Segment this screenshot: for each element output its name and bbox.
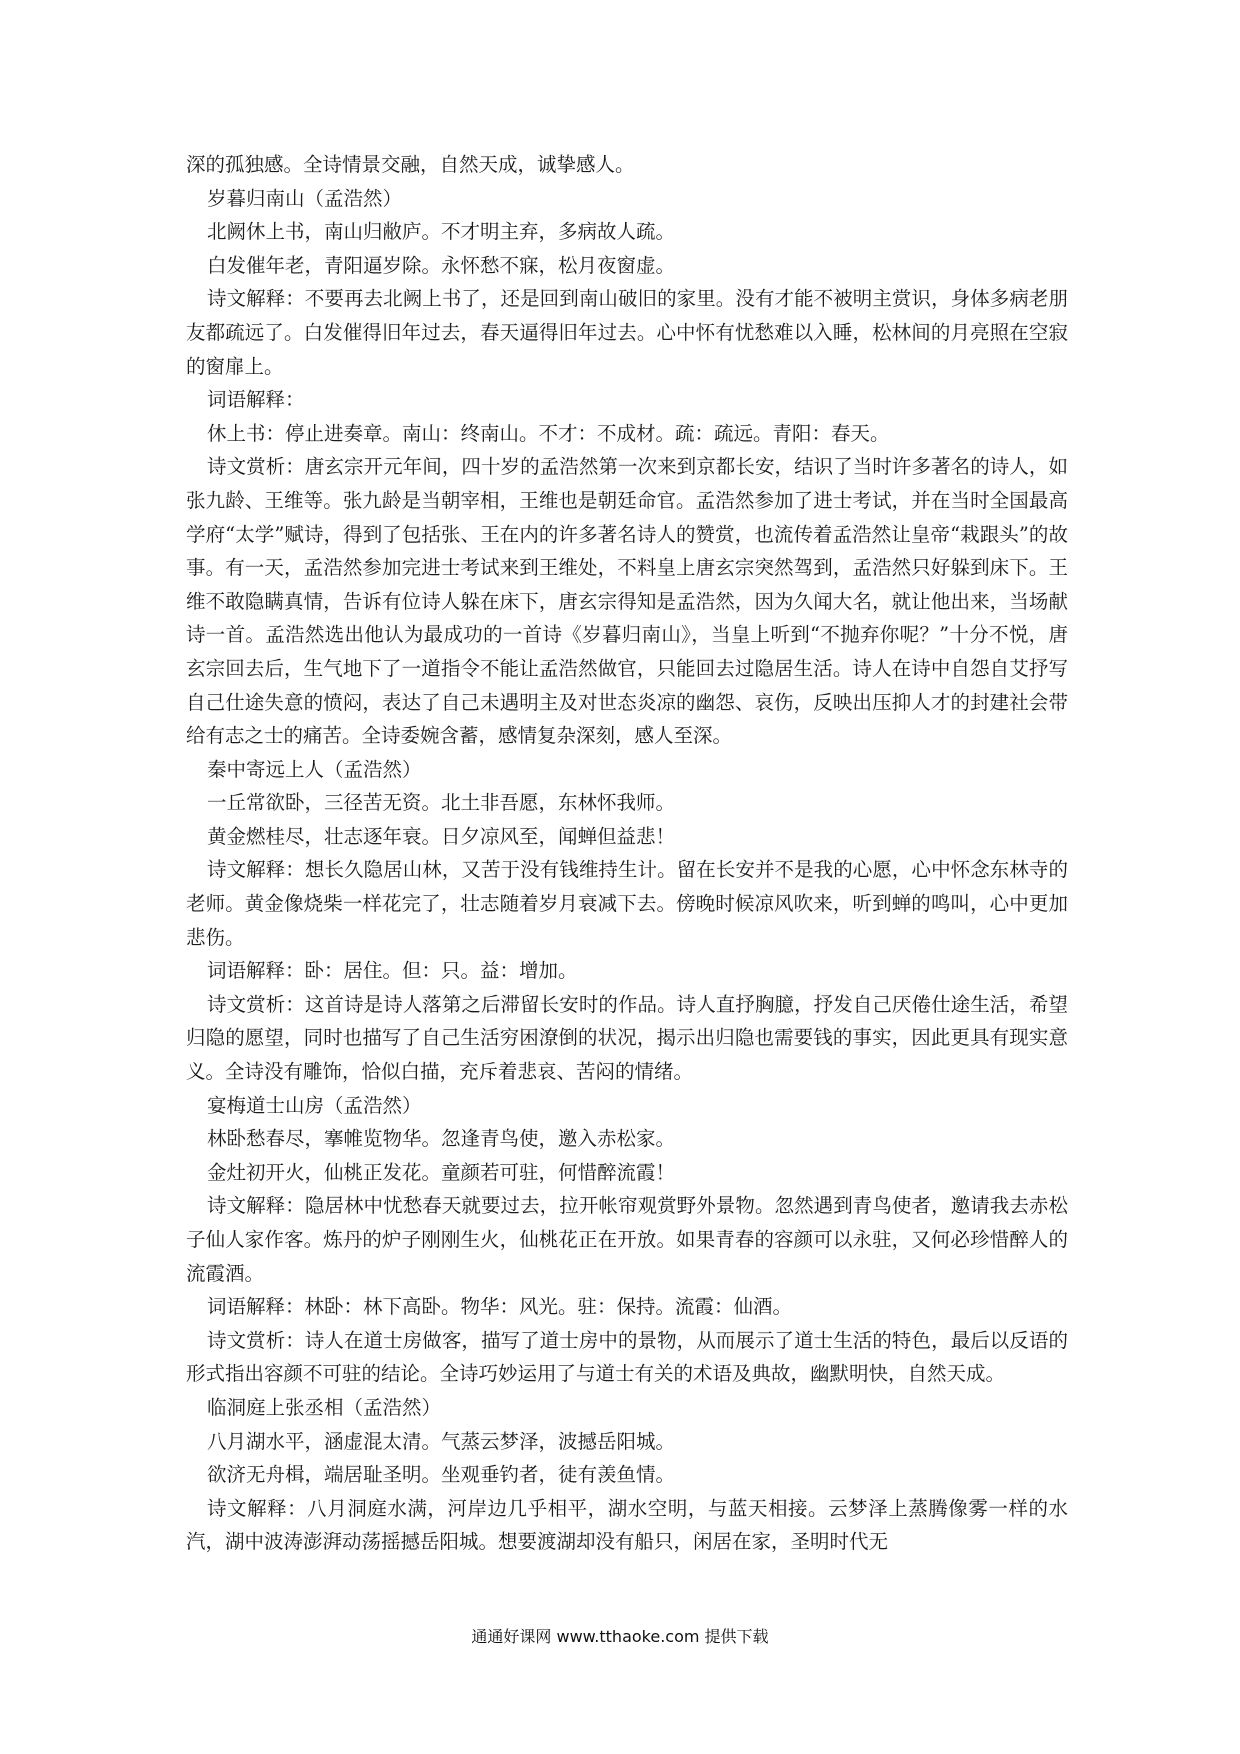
poem-line: 北阙休上书，南山归敝庐。不才明主弃，多病故人疏。 — [207, 220, 676, 244]
poem-title: 宴梅道士山房（孟浩然） — [207, 1093, 422, 1117]
vocabulary-notes: 词语解释：卧：居住。但：只。益：增加。 — [207, 959, 578, 983]
vocabulary-heading: 词语解释： — [207, 388, 305, 412]
document-body — [186, 148, 1068, 1559]
poem-line: 一丘常欲卧，三径苦无资。北土非吾愿，东林怀我师。 — [207, 791, 676, 815]
poem-explanation: 诗文解释：隐居林中忧愁春天就要过去，拉开帐帘观赏野外景物。忽然遇到青鸟使者，邀请我去赤松子仙人家作客。炼丹的炉子刚刚生火，仙桃花正在开放。如果青春的容颜可以永驻，又何必珍惜醉人的流霞酒。 — [186, 1194, 1068, 1285]
poem-appreciation: 诗文赏析：这首诗是诗人落第之后滞留长安时的作品。诗人直抒胸臆，抒发自己厌倦仕途生活，希望归隐的愿望，同时也描写了自己生活穷困潦倒的状况，揭示出归隐也需要钱的事实，因此更具有现实意义。全诗没有雕饰，恰似白描，充斥着悲哀、苦闷的情绪。 — [186, 992, 1068, 1084]
poem-line: 八月湖水平，涵虚混太清。气蒸云梦泽，波撼岳阳城。 — [207, 1429, 676, 1453]
poem-line: 欲济无舟楫，端居耻圣明。坐观垂钓者，徒有羡鱼情。 — [207, 1463, 676, 1487]
poem-line: 金灶初开火，仙桃正发花。童颜若可驻，何惜醉流霞！ — [207, 1160, 676, 1184]
poem-line: 林卧愁春尽，搴帷览物华。忽逢青鸟使，邀入赤松家。 — [207, 1127, 676, 1151]
poem-line: 黄金燃桂尽，壮志逐年衰。日夕凉风至，闻蝉但益悲！ — [207, 824, 676, 848]
poem-explanation: 诗文解释：八月洞庭水满，河岸边几乎相平，湖水空明，与蓝天相接。云梦泽上蒸腾像雾一样的水汽，湖中波涛澎湃动荡摇撼岳阳城。想要渡湖却没有船只，闲居在家，圣明时代无 — [186, 1496, 1068, 1554]
poem-line: 白发催年老，青阳逼岁除。永怀愁不寐，松月夜窗虚。 — [207, 253, 676, 277]
poem-title: 临洞庭上张丞相（孟浩然） — [207, 1395, 442, 1419]
poem-appreciation: 诗文赏析：唐玄宗开元年间，四十岁的孟浩然第一次来到京都长安，结识了当时许多著名的诗人，如张九龄、王维等。张九龄是当朝宰相，王维也是朝廷命官。孟浩然参加了进士考试，并在当时全国最高学府“太学”赋诗，得到了包括张、王在内的许多著名诗人的赞赏，也流传着孟浩然让皇帝“栽跟头”的故事。有一天，孟浩然参加完进士考试来到王维处，不料皇上唐玄宗突然驾到，孟浩然只好躲到床下。王维不敢隐瞒真情，告诉有位诗人躲在床下，唐玄宗得知是孟浩然，因为久闻大名，就让他出来，当场献诗一首。孟浩然选出他认为最成功的一首诗《岁暮归南山》，当皇上听到“不抛弃你呢？”十分不悦，唐玄宗回去后，生气地下了一道指令不能让孟浩然做官，只能回去过隐居生活。诗人在诗中自怨自艾抒写自己仕途失意的愤闷，表达了自己未遇明主及对世态炎凉的幽怨、哀伤，反映出压抑人才的封建社会带给有志之士的痛苦。全诗委婉含蓄，感情复杂深刻，感人至深。 — [186, 455, 1068, 748]
vocabulary-notes: 词语解释：林卧：林下高卧。物华：风光。驻：保持。流霞：仙酒。 — [207, 1295, 793, 1319]
vocabulary-notes: 休上书：停止进奏章。南山：终南山。不才：不成材。疏：疏远。青阳：春天。 — [207, 421, 890, 445]
paragraph-continuation: 深的孤独感。全诗情景交融，自然天成，诚挚感人。 — [186, 153, 635, 176]
poem-explanation: 诗文解释：不要再去北阙上书了，还是回到南山破旧的家里。没有才能不被明主赏识，身体多病老朋友都疏远了。白发催得旧年过去，春天逼得旧年过去。心中怀有忧愁难以入睡，松林间的月亮照在空寂的窗扉上。 — [186, 287, 1068, 378]
page-footer: 通通好课网 www.tthaoke.com 提供下载 — [471, 1627, 769, 1646]
poem-title: 岁暮归南山（孟浩然） — [207, 186, 403, 210]
poem-explanation: 诗文解释：想长久隐居山林，又苦于没有钱维持生计。留在长安并不是我的心愿，心中怀念东林寺的老师。黄金像烧柴一样花完了，壮志随着岁月衰减下去。傍晚时候凉风吹来，听到蝉的鸣叫，心中更加悲伤。 — [186, 858, 1068, 949]
poem-title: 秦中寄远上人（孟浩然） — [207, 757, 422, 781]
poem-appreciation: 诗文赏析：诗人在道士房做客，描写了道士房中的景物，从而展示了道士生活的特色，最后以反语的形式指出容颜不可驻的结论。全诗巧妙运用了与道士有关的术语及典故，幽默明快，自然天成。 — [186, 1328, 1068, 1386]
